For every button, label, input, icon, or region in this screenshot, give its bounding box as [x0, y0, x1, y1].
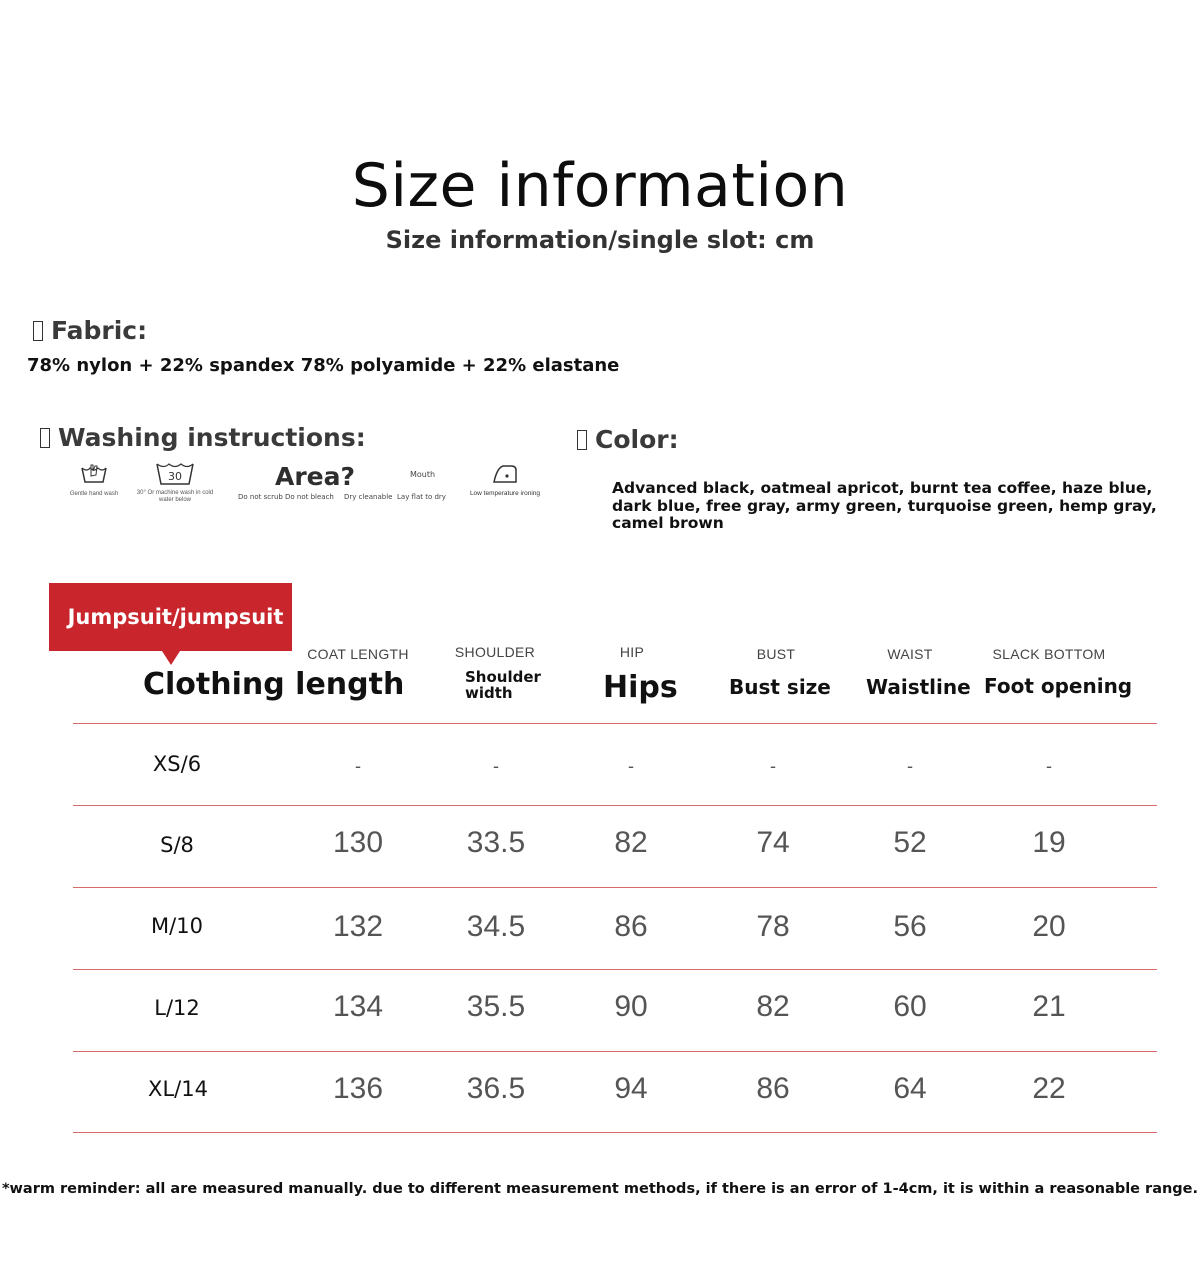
color-section-label — [577, 425, 679, 454]
fabric-section-label — [33, 316, 147, 345]
measurement-reminder: *warm reminder: all are measured manually. due to different measurement methods, if there is an error of 1-4cm, it is within a reasonable range. — [1, 1181, 1199, 1197]
fabric-label: Fabric: — [51, 316, 148, 345]
machine-wash-30-icon — [155, 460, 195, 486]
size-label: S/8 — [160, 833, 194, 857]
table-divider — [73, 1051, 1157, 1052]
machine-wash-symbol — [130, 460, 220, 504]
cell-shoulder-width: 35.5 — [466, 990, 526, 1023]
wash-area-text: Area? — [275, 462, 356, 491]
size-label: XS/6 — [152, 752, 202, 776]
cell-foot-opening: 21 — [1032, 990, 1066, 1023]
hand-wash-icon — [80, 462, 108, 486]
header-en-waist: WAIST — [887, 646, 933, 662]
header-en-shoulder: SHOULDER — [454, 644, 536, 660]
machine-wash-caption: 30° Or machine wash in cold water below — [136, 490, 214, 503]
cell-waistline: 60 — [893, 990, 927, 1023]
cell-shoulder-width: 36.5 — [466, 1072, 526, 1105]
cell-waistline: 56 — [893, 910, 927, 943]
table-divider — [73, 969, 1157, 970]
color-label: Color: — [595, 425, 679, 454]
table-divider — [73, 805, 1157, 806]
hand-wash-symbol — [68, 462, 120, 498]
bullet-box-icon — [40, 428, 50, 448]
cell-hips: 82 — [614, 826, 648, 859]
cell-foot-opening: 20 — [1032, 910, 1066, 943]
header-shoulder-width: Shoulder width — [465, 668, 541, 702]
wash-temp-text: 30 — [168, 470, 182, 483]
product-type-tag: Jumpsuit/jumpsuit — [49, 583, 292, 651]
wash-label-dry-clean: Dry cleanable — [344, 493, 393, 501]
header-waistline: Waistline — [866, 675, 971, 699]
cell-foot-opening: - — [1046, 756, 1052, 776]
cell-bust-size: - — [770, 756, 776, 776]
cell-clothing-length: - — [355, 756, 361, 776]
washing-label: Washing instructions: — [58, 423, 366, 452]
bullet-box-icon — [33, 321, 43, 341]
cell-bust-size: 74 — [756, 826, 790, 859]
size-label: L/12 — [154, 996, 200, 1020]
cell-shoulder-width: 34.5 — [466, 910, 526, 943]
size-label: M/10 — [151, 914, 203, 938]
washing-section-label — [40, 423, 366, 452]
header-hips: Hips — [603, 670, 678, 705]
page-title: Size information — [351, 151, 849, 221]
page-subtitle: Size information/single slot: cm — [385, 226, 815, 254]
low-temperature-iron-icon — [491, 462, 519, 486]
fabric-text: 78% nylon + 22% spandex 78% polyamide + 22% elastane — [27, 355, 620, 376]
cell-bust-size: 82 — [756, 990, 790, 1023]
size-label: XL/14 — [148, 1077, 208, 1101]
bullet-box-icon — [577, 430, 587, 450]
cell-clothing-length: 134 — [332, 990, 384, 1023]
cell-shoulder-width: - — [493, 756, 499, 776]
wash-label-lay-flat: Lay flat to dry — [397, 493, 446, 501]
cell-shoulder-width: 33.5 — [466, 826, 526, 859]
header-en-coat-length: COAT LENGTH — [307, 646, 409, 662]
wash-label-no-bleach: Do not bleach — [285, 493, 334, 501]
hand-wash-caption: Gentle hand wash — [69, 491, 119, 497]
cell-waistline: 52 — [893, 826, 927, 859]
wash-label-no-scrub: Do not scrub — [238, 493, 283, 501]
table-divider — [73, 723, 1157, 724]
cell-clothing-length: 136 — [332, 1072, 384, 1105]
color-text: Advanced black, oatmeal apricot, burnt tea coffee, haze blue, dark blue, free gray, army green, turquoise green, hemp gray, camel brown — [612, 479, 1157, 532]
tag-pointer — [162, 651, 180, 665]
cell-clothing-length: 132 — [332, 910, 384, 943]
cell-hips: 86 — [614, 910, 648, 943]
cell-bust-size: 86 — [756, 1072, 790, 1105]
header-en-bust: BUST — [756, 646, 796, 662]
cell-hips: 90 — [614, 990, 648, 1023]
cell-bust-size: 78 — [756, 910, 790, 943]
cell-waistline: - — [907, 756, 913, 776]
table-divider — [73, 1132, 1157, 1133]
wash-mouth-text: Mouth — [410, 470, 436, 479]
cell-foot-opening: 19 — [1032, 826, 1066, 859]
table-divider — [73, 887, 1157, 888]
cell-foot-opening: 22 — [1032, 1072, 1066, 1105]
cell-hips: 94 — [614, 1072, 648, 1105]
iron-symbol — [460, 462, 550, 497]
header-bust-size: Bust size — [729, 675, 831, 699]
header-en-hip: HIP — [619, 644, 645, 660]
cell-hips: - — [628, 756, 634, 776]
iron-caption: Low temperature ironing — [469, 490, 541, 497]
cell-waistline: 64 — [893, 1072, 927, 1105]
cell-clothing-length: 130 — [332, 826, 384, 859]
header-en-slack-bottom: SLACK BOTTOM — [992, 646, 1106, 662]
header-clothing-length: Clothing length — [143, 667, 405, 702]
header-foot-opening: Foot opening — [984, 674, 1133, 698]
